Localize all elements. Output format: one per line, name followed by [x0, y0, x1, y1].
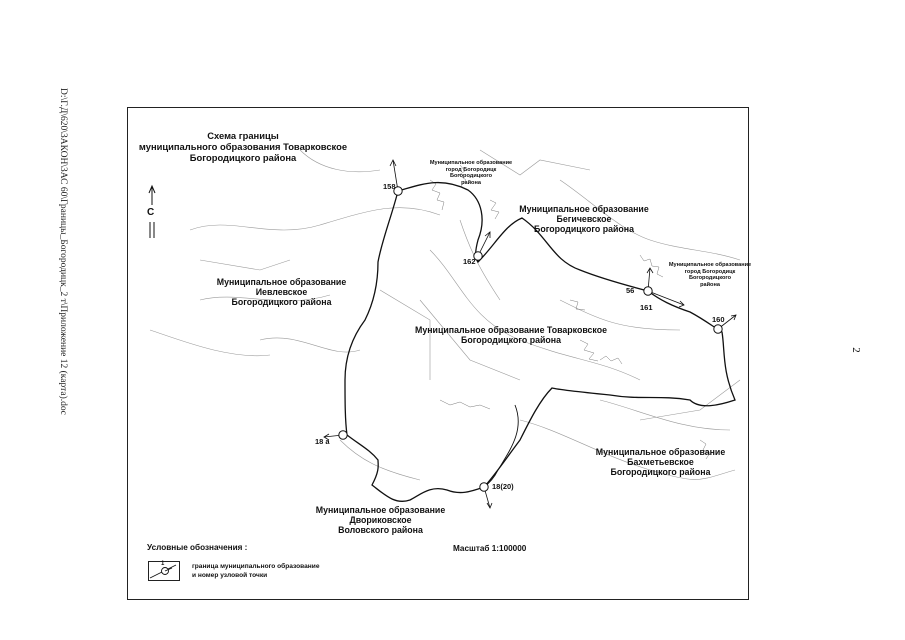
- node-18-20-marker: [480, 483, 488, 491]
- map-background-lines: [150, 150, 740, 480]
- region-dvorikovskoe: Муниципальное образование Двориковское Воловского района: [315, 505, 446, 536]
- node-label-18-20: 18(20): [492, 482, 514, 491]
- region-ievlevskoe: Муниципальное образование Иевлевское Богородицкого района: [216, 277, 347, 308]
- page-number: 2: [849, 347, 862, 353]
- legend-symbol-box: [148, 561, 180, 581]
- node-label-161: 161: [640, 303, 653, 312]
- node-label-56: 56: [626, 286, 635, 295]
- node-label-158: 158: [383, 182, 396, 191]
- map-title: Схема границы муниципального образования Товарковское Богородицкого района: [138, 130, 348, 163]
- region-bakhmetevskoe: Муниципальное образование Бахметьевское Богородицкого района: [595, 447, 726, 478]
- node-56-marker: [644, 287, 652, 295]
- node-160-marker: [714, 325, 722, 333]
- legend-symbol-number: 1: [161, 561, 165, 567]
- north-label: С: [147, 207, 155, 218]
- region-bogoroditsk-right: Муниципальное образование город Богородицк Богородицкого района: [668, 262, 752, 289]
- river-curve: [484, 405, 518, 487]
- node-label-18a: 18 а: [315, 437, 330, 446]
- node-18a-marker: [339, 431, 347, 439]
- node-label-160: 160: [712, 315, 725, 324]
- node-label-162: 162: [463, 257, 476, 266]
- region-tovarkovskoe: Муниципальное образование Товарковское Богородицкого района: [415, 325, 607, 346]
- map-scale: Масштаб 1:100000: [453, 544, 527, 553]
- region-bogoroditsk-top: Муниципальное образование город Богородицк Богородицкого района: [429, 160, 513, 187]
- legend-title: Условные обозначения :: [147, 543, 248, 552]
- region-begichevskoe: Муниципальное образование Бегичевское Богородицкого района: [519, 204, 649, 235]
- legend-text: граница муниципального образование и номер узловой точки: [192, 563, 320, 579]
- document-path: D:\Г.Д\620\ЗАКОН\ЗАС 60\Границы_Богородицк_2 т\Приложение 12 (карта).doc: [58, 88, 68, 415]
